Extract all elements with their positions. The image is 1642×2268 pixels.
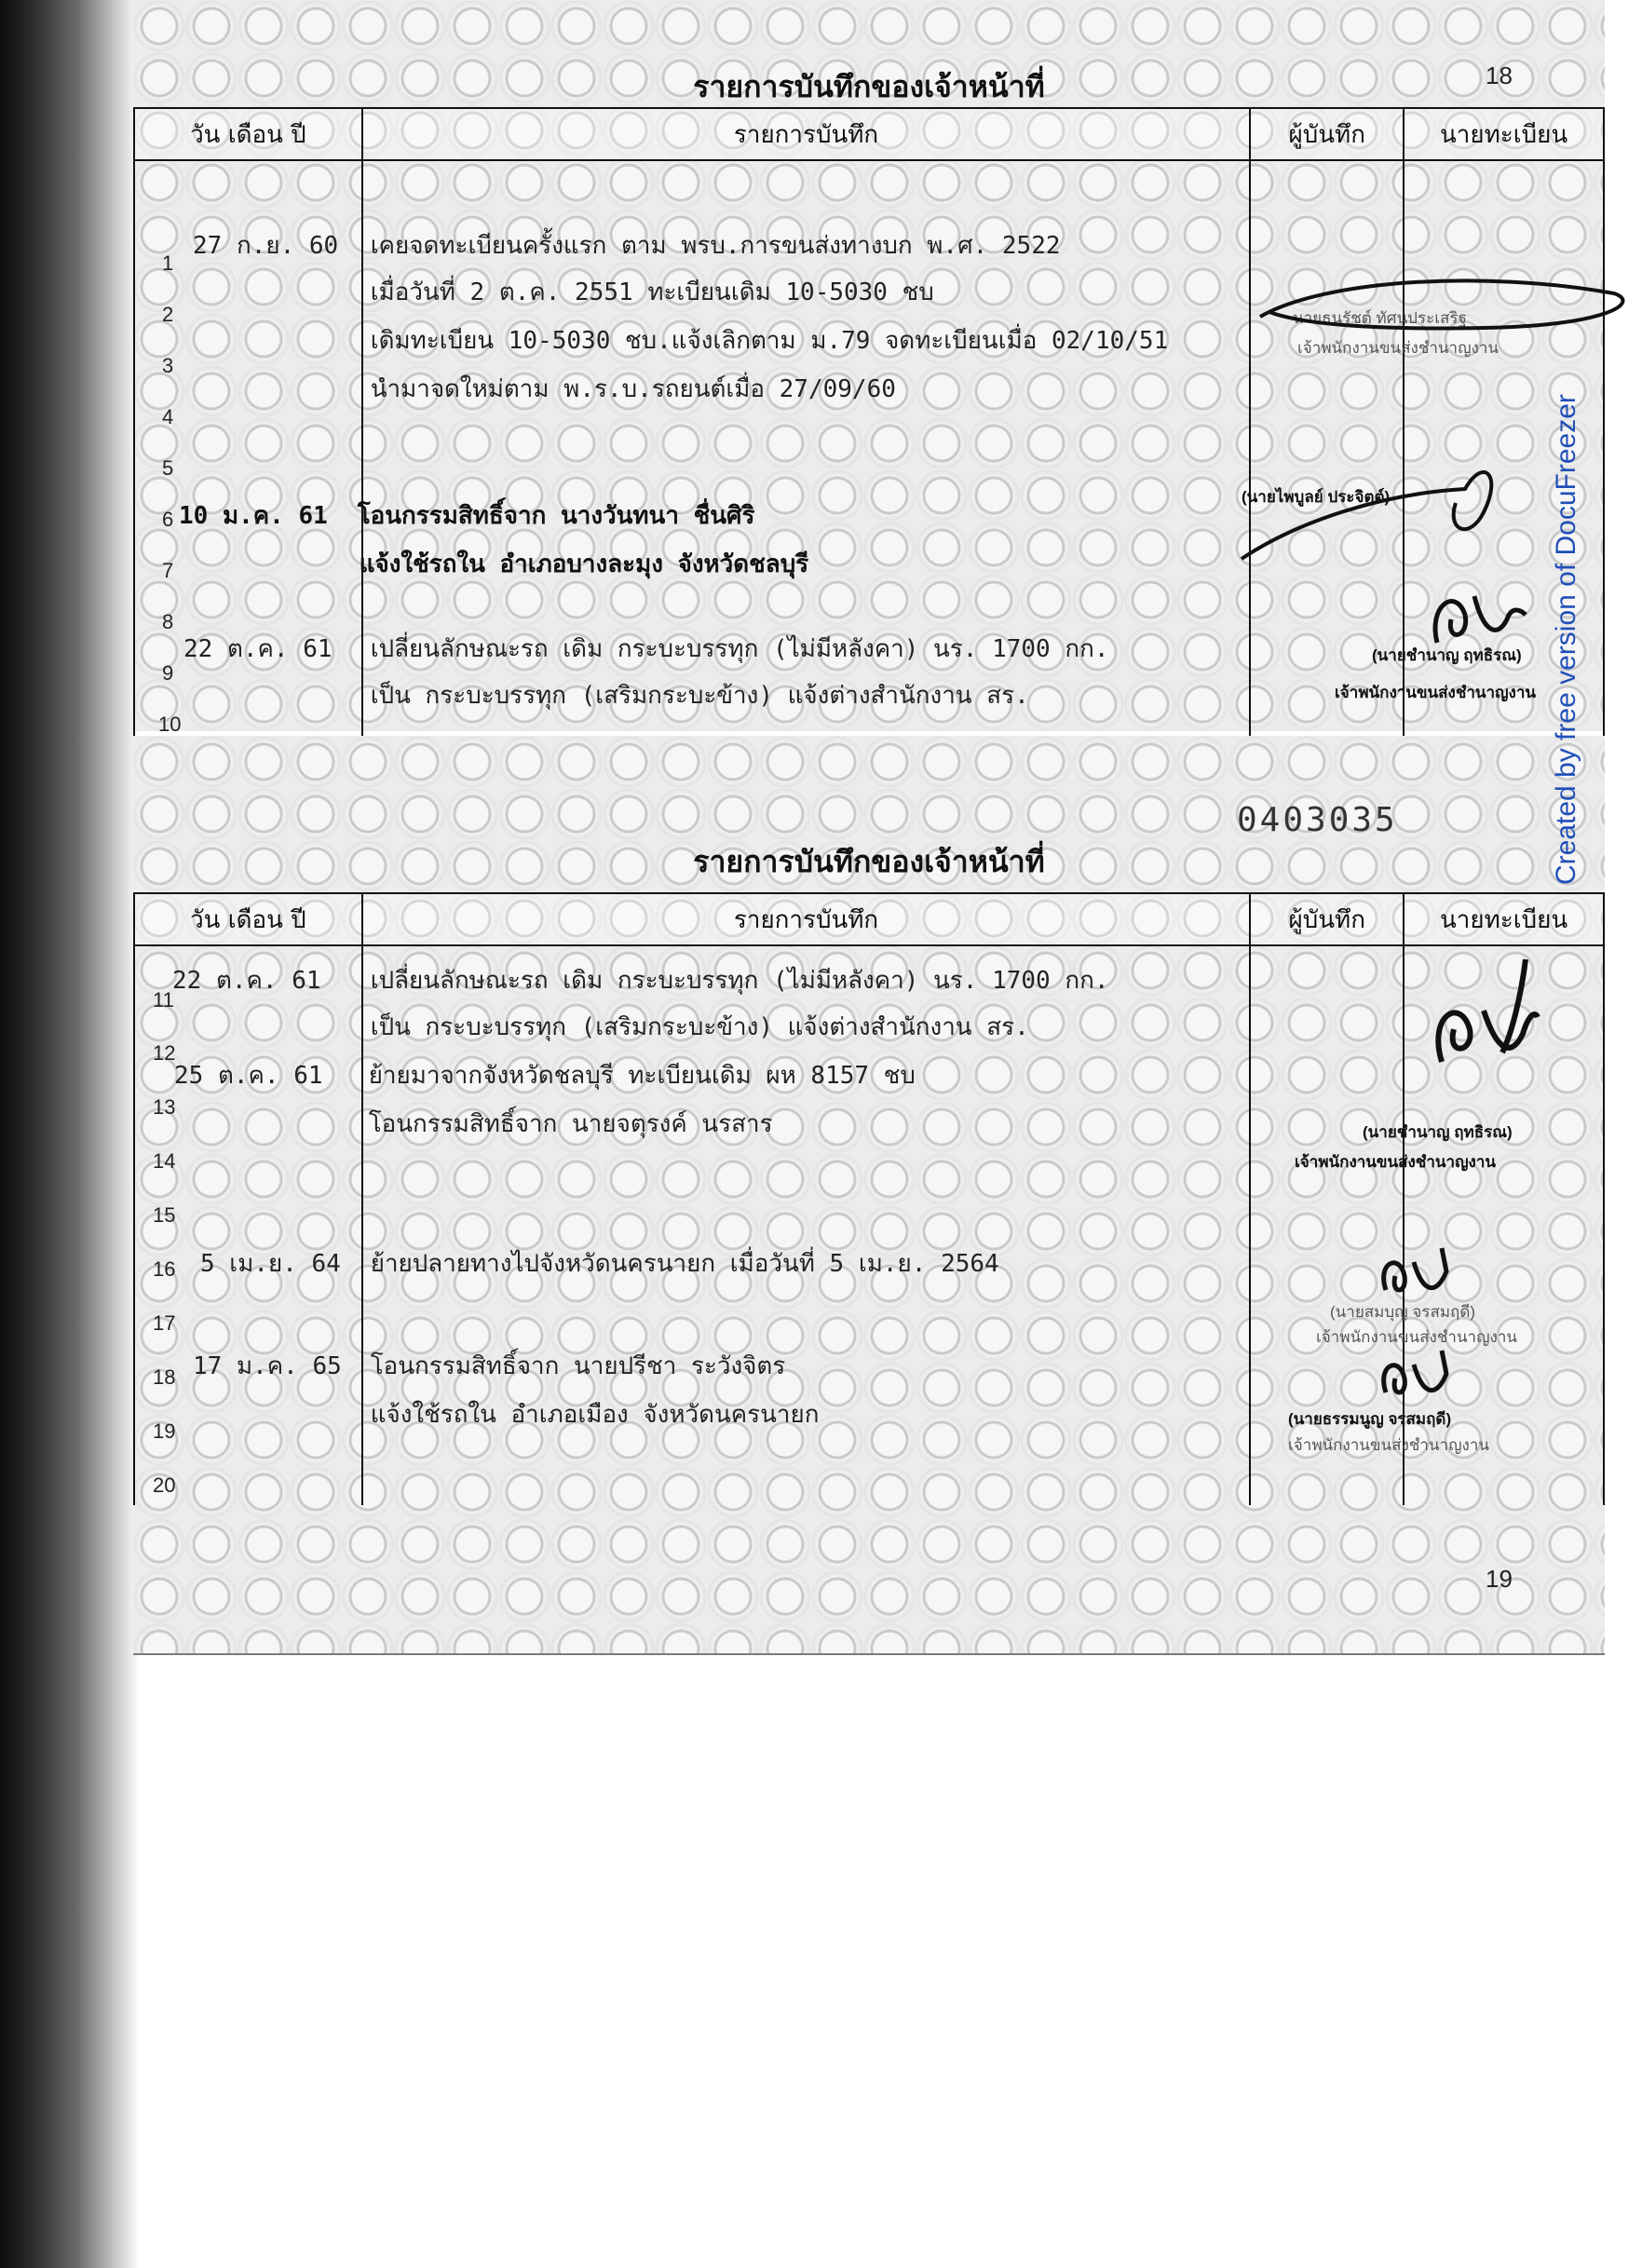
row-number: 2 — [162, 303, 174, 326]
record-line: แจ้งใช้รถใน อำเภอเมือง จังหวัดนครนายก — [370, 1401, 820, 1429]
entry-date: 22 ต.ค. 61 — [172, 967, 321, 995]
record-line: เป็น กระบะบรรทุก (เสริมกระบะข้าง) แจ้งต่างสำนักงาน สร. — [370, 1013, 1029, 1041]
row-number: 10 — [158, 713, 182, 736]
signature-initials — [1372, 1239, 1456, 1304]
header-record: รายการบันทึก — [362, 893, 1251, 945]
sheet-title: รายการบันทึกของเจ้าหน้าที่ — [693, 69, 1045, 104]
row-number: 9 — [162, 661, 174, 685]
row-number: 5 — [162, 456, 174, 480]
row-number: 12 — [153, 1041, 176, 1065]
row-number: 3 — [162, 354, 174, 377]
row-number: 14 — [153, 1149, 176, 1173]
row-number: 16 — [153, 1257, 176, 1281]
header-date: วัน เดือน ปี — [134, 108, 362, 160]
header-date: วัน เดือน ปี — [134, 893, 362, 945]
signature-initials — [1418, 568, 1530, 661]
record-sheet-page-19 — [133, 736, 1605, 1655]
row-number: 17 — [153, 1311, 176, 1335]
record-line: เปลี่ยนลักษณะรถ เดิม กระบะบรรทุก (ไม่มีหลังคา) นร. 1700 กก. — [370, 967, 1109, 995]
officer-stamp-name: (นายไพบูลย์ ประจิตต์) — [1242, 488, 1391, 506]
date-column — [134, 160, 362, 740]
page-number: 18 — [1486, 61, 1513, 89]
record-sheet-page-18 — [133, 0, 1605, 736]
record-line: โอนกรรมสิทธิ์จาก นางวันทนา ชื่นศิริ — [357, 502, 755, 530]
signature-initials — [1418, 959, 1549, 1080]
row-number: 7 — [162, 559, 174, 582]
header-registrar: นายทะเบียน — [1404, 893, 1604, 945]
header-registrar: นายทะเบียน — [1404, 108, 1604, 160]
officer-stamp-title: เจ้าพนักงานขนส่งชำนาญงาน — [1288, 1436, 1490, 1454]
record-line: ย้ายมาจากจังหวัดชลบุรี ทะเบียนเดิม ผห 8157 ชบ — [368, 1062, 916, 1090]
record-line: เปลี่ยนลักษณะรถ เดิม กระบะบรรทุก (ไม่มีหลังคา) นร. 1700 กก. — [370, 635, 1109, 663]
signature-stroke — [1232, 438, 1512, 577]
header-recorder: ผู้บันทึก — [1250, 108, 1404, 160]
record-line: เคยจดทะเบียนครั้งแรก ตาม พรบ.การขนส่งทางบก พ.ศ. 2522 — [370, 232, 1061, 260]
record-line: ย้ายปลายทางไปจังหวัดนครนายก เมื่อวันที่ 5 เม.ย. 2564 — [370, 1250, 999, 1278]
officer-stamp-title: เจ้าพนักงานขนส่งชำนาญงาน — [1335, 684, 1537, 701]
row-number: 6 — [162, 508, 174, 531]
row-number: 20 — [153, 1474, 176, 1497]
entry-date: 17 ม.ค. 65 — [193, 1352, 342, 1380]
record-line: เมื่อวันที่ 2 ต.ค. 2551 ทะเบียนเดิม 10-5030 ชบ — [370, 278, 934, 306]
page-number: 19 — [1486, 1565, 1513, 1593]
officer-stamp-name: (นายชำนาญ ฤทธิรณ) — [1363, 1123, 1513, 1141]
officer-stamp-name: (นายธรรมนูญ จรสมฤดี) — [1288, 1410, 1452, 1428]
serial-number: 0403035 — [1237, 801, 1398, 839]
signature-initials — [1372, 1341, 1456, 1406]
officer-stamp-name: (นายสมบุญ จรสมฤดี) — [1330, 1303, 1476, 1321]
row-number: 11 — [153, 988, 174, 1012]
officer-stamp-title: เจ้าพนักงานขนส่งชำนาญงาน — [1316, 1328, 1518, 1346]
officer-stamp-name: (นายชำนาญ ฤทธิรณ) — [1372, 646, 1522, 664]
record-column — [362, 945, 1251, 1505]
record-line: แจ้งใช้รถใน อำเภอบางละมุง จังหวัดชลบุรี — [359, 550, 809, 578]
record-line: โอนกรรมสิทธิ์จาก นายปรีชา ระวังจิตร — [370, 1352, 786, 1380]
record-line: นำมาจดใหม่ตาม พ.ร.บ.รถยนต์เมื่อ 27/09/60 — [370, 375, 896, 403]
row-number: 8 — [162, 610, 174, 633]
officer-stamp-name: นายธนรัชต์ ทัศนประเสริฐ — [1293, 309, 1467, 327]
date-column — [134, 945, 362, 1505]
entry-date: 27 ก.ย. 60 — [193, 232, 339, 260]
row-number: 13 — [153, 1095, 176, 1119]
record-column — [357, 160, 1251, 740]
entry-date: 25 ต.ค. 61 — [174, 1062, 323, 1090]
record-line: โอนกรรมสิทธิ์จาก นายจตุรงค์ นรสาร — [368, 1110, 773, 1138]
row-number: 15 — [153, 1203, 176, 1227]
sheet-title: รายการบันทึกของเจ้าหน้าที่ — [693, 844, 1045, 879]
header-record: รายการบันทึก — [362, 108, 1251, 160]
officer-stamp-title: เจ้าพนักงานขนส่งชำนาญงาน — [1297, 339, 1500, 357]
row-number: 1 — [162, 251, 174, 275]
record-line: เดิมทะเบียน 10-5030 ชบ.แจ้งเลิกตาม ม.79 จดทะเบียนเมื่อ 02/10/51 — [370, 327, 1169, 355]
entry-date: 22 ต.ค. 61 — [183, 635, 332, 663]
row-number: 19 — [153, 1419, 176, 1443]
row-number: 4 — [162, 405, 174, 428]
header-recorder: ผู้บันทึก — [1250, 893, 1404, 945]
row-number: 18 — [153, 1365, 176, 1389]
scanner-shadow — [0, 0, 140, 2268]
signature-loop — [1251, 261, 1642, 345]
entry-date: 5 เม.ย. 64 — [200, 1250, 341, 1278]
record-line: เป็น กระบะบรรทุก (เสริมกระบะข้าง) แจ้งต่างสำนักงาน สร. — [370, 682, 1029, 710]
officer-stamp-title: เจ้าพนักงานขนส่งชำนาญงาน — [1295, 1153, 1497, 1171]
entry-date: 10 ม.ค. 61 — [179, 502, 328, 530]
watermark-text: Created by free version of DocuFreezer — [1551, 394, 1581, 885]
